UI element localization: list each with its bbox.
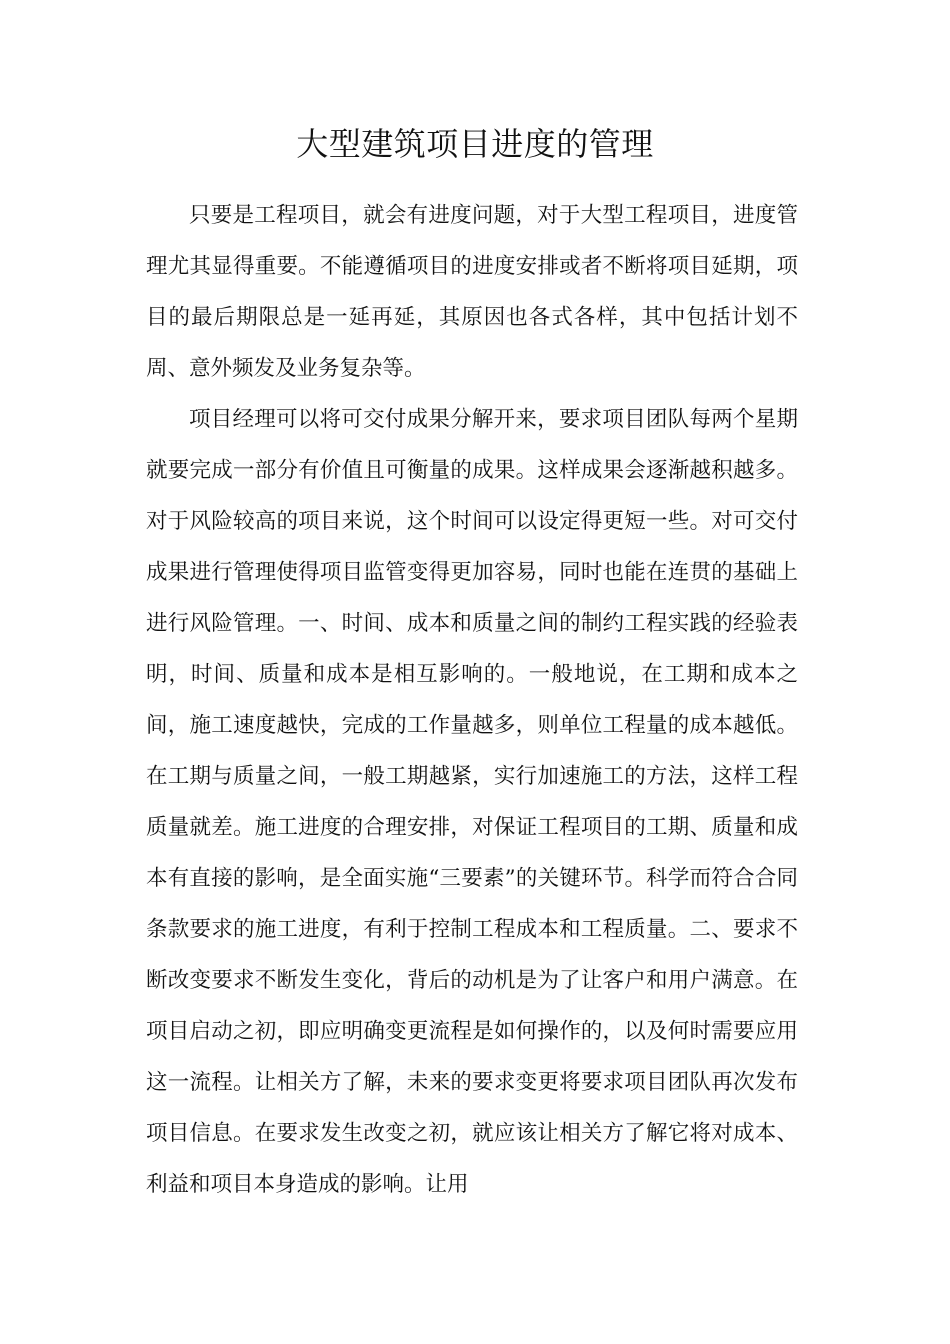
- paragraph-2: 项目经理可以将可交付成果分解开来，要求项目团队每两个星期就要完成一部分有价值且可衡量的成果。这样成果会逐渐越积越多。对于风险较高的项目来说，这个时间可以设定得更短一些。对可交付成果进行管理使得项目监管变得更加容易，同时也能在连贯的基础上进行风险管理。一、时间、成本和质量之间的制约工程实践的经验表明，时间、质量和成本是相互影响的。一般地说，在工期和成本之间，施工速度越快，完成的工作量越多，则单位工程量的成本越低。在工期与质量之间，一般工期越紧，实行加速施工的方法，这样工程质量就差。施工进度的合理安排，对保证工程项目的工期、质量和成本有直接的影响，是全面实施“三要素”的关键环节。科学而符合合同条款要求的施工进度，有利于控制工程成本和工程质量。二、要求不断改变要求不断发生变化，背后的动机是为了让客户和用户满意。在项目启动之初，即应明确变更流程是如何操作的，以及何时需要应用这一流程。让相关方了解，未来的要求变更将要求项目团队再次发布项目信息。在要求发生改变之初，就应该让相关方了解它将对成本、利益和项目本身造成的影响。让用: [146, 407, 798, 1197]
- document-body: [146, 190, 798, 1210]
- paragraph-1: 只要是工程项目，就会有进度问题，对于大型工程项目，进度管理尤其显得重要。不能遵循项目的进度安排或者不断将项目延期，项目的最后期限总是一延再延，其原因也各式各样，其中包括计划不周、意外频发及业务复杂等。: [146, 203, 798, 381]
- document-title: 大型建筑项目进度的管理: [296, 125, 654, 163]
